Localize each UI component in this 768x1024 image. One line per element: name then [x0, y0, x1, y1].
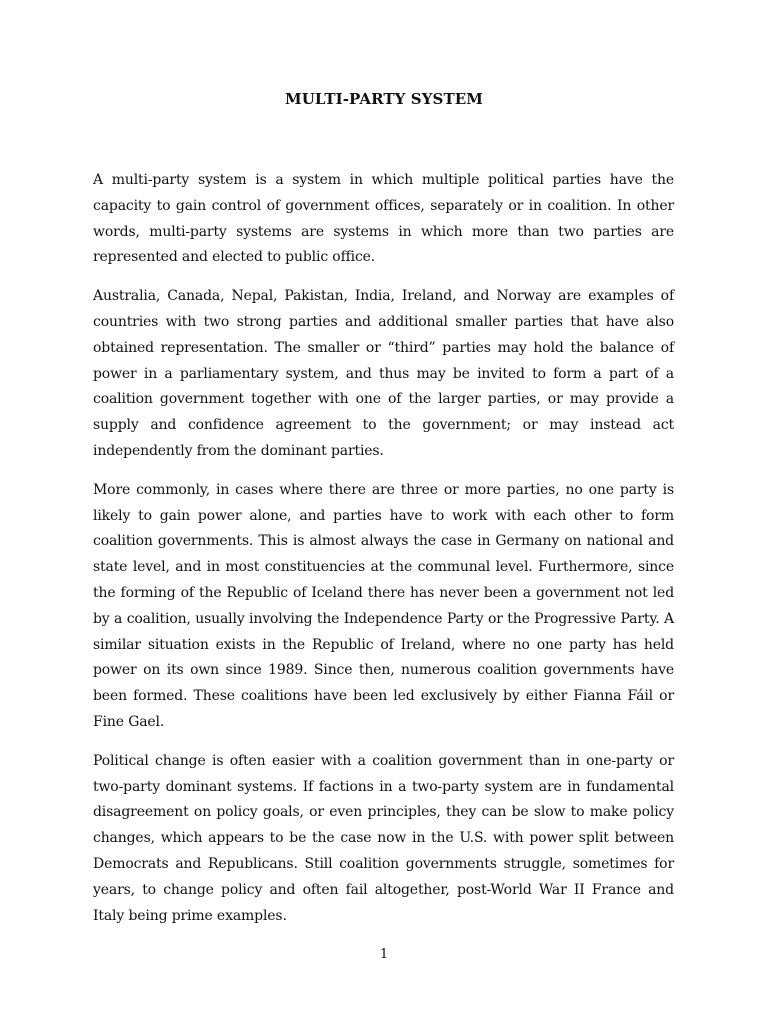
- paragraph-3: More commonly, in cases where there are three or more parties, no one party is likely to gain power alone, and parties have to work with each other to form coalition governments. This is almost always the case in Germany on national and state level, and in most constituencies at the communal level. Furthermore, since the forming of the Republic of Iceland there has never been a government not led by a coalition, usually involving the Independence Party or the Progressive Party. A similar situation exists in the Republic of Ireland, where no one party has held power on its own since 1989. Since then, numerous coalition governments have been formed. These coalitions have been led exclusively by either Fianna Fáil or Fine Gael.: [93, 481, 674, 730]
- paragraph-4: Political change is often easier with a coalition government than in one-party or two-party dominant systems. If factions in a two-party system are in fundamental disagreement on policy goals, or even principles, they can be slow to make policy changes, which appears to be the case now in the U.S. with power split between Democrats and Republicans. Still coalition governments struggle, sometimes for years, to change policy and often fail altogether, post-World War II France and Italy being prime examples.: [93, 752, 674, 924]
- document-body: [93, 168, 674, 942]
- paragraph-2: Australia, Canada, Nepal, Pakistan, India, Ireland, and Norway are examples of countries with two strong parties and additional smaller parties that have also obtained representation. The smaller or “third” parties may hold the balance of power in a parliamentary system, and thus may be invited to form a part of a coalition government together with one of the larger parties, or may provide a supply and confidence agreement to the government; or may instead act independently from the dominant parties.: [93, 288, 674, 459]
- page-number: 1: [379, 947, 389, 962]
- page-title: MULTI-PARTY SYSTEM: [285, 90, 483, 108]
- paragraph-1: A multi-party system is a system in which multiple political parties have the capacity to gain control of government offices, separately or in coalition. In other words, multi-party systems are systems in which more than two parties are represented and elected to public office.: [93, 172, 674, 266]
